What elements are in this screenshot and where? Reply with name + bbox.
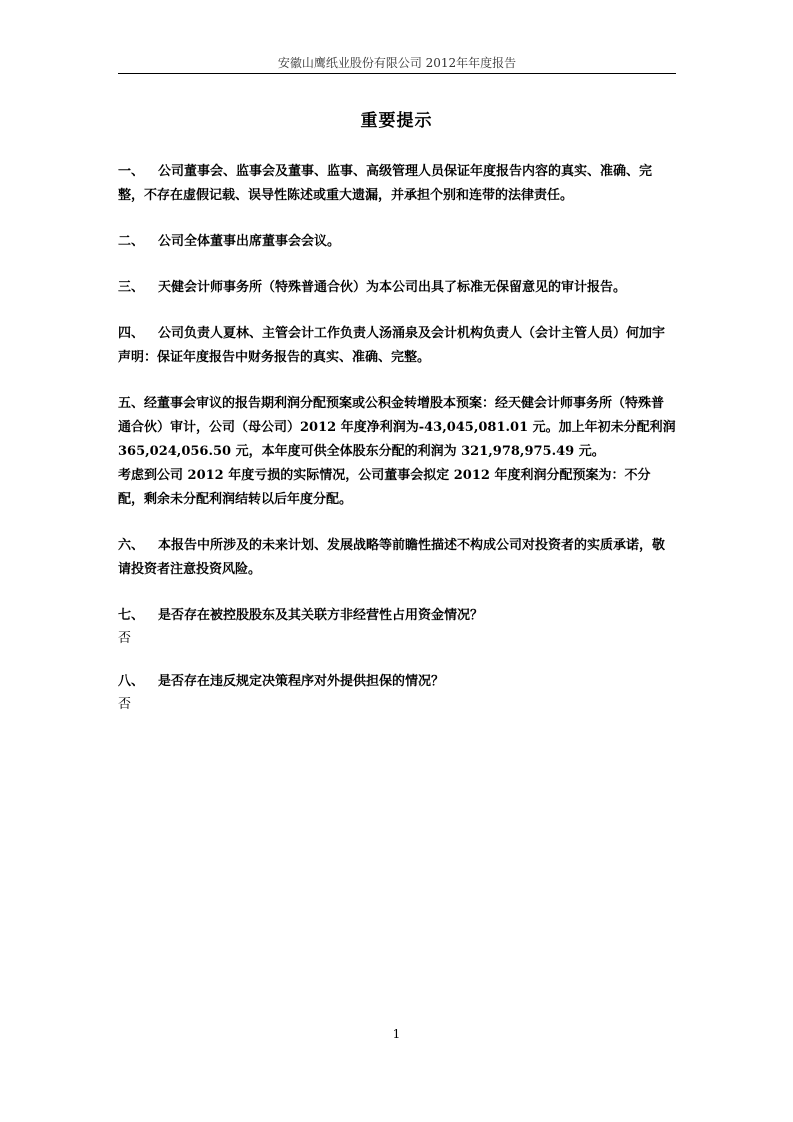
header-divider: [118, 73, 676, 74]
item-number: 四、: [118, 326, 145, 341]
page-title: 重要提示: [360, 111, 433, 131]
notice-item-4: [118, 322, 676, 370]
item-number: 二、: [118, 234, 145, 249]
item-number: 八、: [118, 674, 145, 689]
item-question: 是否存在被控股股东及其关联方非经营性占用资金情况？: [158, 608, 484, 623]
notice-item-2: [118, 230, 676, 254]
notice-list: [118, 160, 676, 736]
notice-item-8: [118, 670, 676, 694]
item-7-answer: 否: [118, 631, 132, 646]
item-number: 六、: [118, 538, 145, 553]
notice-item-3: [118, 276, 676, 300]
page-number: 1: [392, 1027, 401, 1041]
item-text: 公司全体董事出席董事会会议。: [158, 234, 341, 249]
item-number: 七、: [118, 608, 145, 623]
item-text: 本报告中所涉及的未来计划、发展战略等前瞻性描述不构成公司对投资者的实质承诺，敬请投资者注意投资风险。: [118, 538, 666, 577]
item-question: 是否存在违反规定决策程序对外提供担保的情况？: [158, 674, 445, 689]
item-number: 五、: [118, 396, 145, 411]
item-text: 公司负责人夏林、主管会计工作负责人汤涌泉及会计机构负责人（会计主管人员）何加宇声明：保证年度报告中财务报告的真实、准确、完整。: [118, 326, 666, 365]
item-text: 天健会计师事务所（特殊普通合伙）为本公司出具了标准无保留意见的审计报告。: [158, 280, 627, 295]
item-8-answer: 否: [118, 697, 132, 712]
item-text: 公司董事会、监事会及董事、监事、高级管理人员保证年度报告内容的真实、准确、完整，不存在虚假记载、误导性陈述或重大遗漏，并承担个别和连带的法律责任。: [118, 164, 653, 203]
item-number: 三、: [118, 280, 145, 295]
profit-distribution-paragraph: [118, 392, 676, 464]
item-number: 一、: [118, 164, 145, 179]
notice-item-6: [118, 534, 676, 582]
notice-item-7: [118, 604, 676, 628]
profit-distribution-plan: 考虑到公司 2012 年度亏损的实际情况，公司董事会拟定 2012 年度利润分配预案为：不分配，剩余未分配利润结转以后年度分配。: [118, 468, 651, 507]
notice-item-5: [118, 392, 676, 512]
item-text: 经董事会审议的报告期利润分配预案或公积金转增股本预案：经天健会计师事务所（特殊普通合伙）审计，公司（母公司）2012 年度净利润为-43,045,081.01 元。加上年初未分配利润 365,024,056.50 元，本年度可供全体股东分配的利润为 321,978,975.49 元。: [118, 396, 676, 459]
notice-item-1: [118, 160, 676, 208]
page-header: 安徽山鹰纸业股份有限公司 2012年年度报告: [277, 56, 517, 70]
